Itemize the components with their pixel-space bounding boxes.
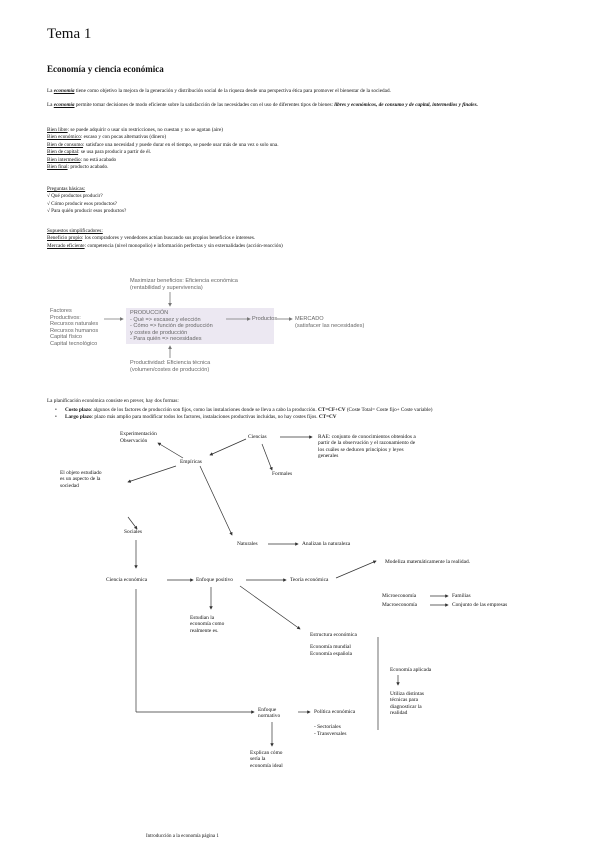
- intro-paragraph-1: La economía tiene como objetivo la mejora de la generación y distribución social de la riqueza desde una perspectiva ética para promover el bienestar de la sociedad.: [47, 88, 391, 94]
- node-enfoque-positivo: Enfoque positivo: [196, 577, 233, 583]
- node-microeconomia: Microeconomía: [382, 593, 417, 599]
- page-title: Tema 1: [47, 26, 92, 42]
- question-item: √ Cómo producir esos productos?: [47, 200, 117, 207]
- node-teoria-economica: Teoría económica: [290, 577, 329, 583]
- node-observacion: Observación: [120, 438, 148, 444]
- goods-item: Bien económico: escaso y con pocas alternativas (dinero): [47, 134, 167, 141]
- node-ciencias: Ciencias: [248, 434, 267, 440]
- node-formales: Formales: [272, 471, 293, 477]
- goods-list: [47, 127, 279, 171]
- node-estudian: Estudian la economía como realmente es.: [190, 615, 225, 634]
- goods-item: Bien de capital: se usa para producir a partir de él.: [47, 149, 152, 156]
- productivity: Productividad: Eficiencia técnica (volumen/costes de producción): [130, 360, 211, 373]
- production-box: PRODUCCIÓN - Qué => escasez y elección - Cómo => función de producción y costes de producción - Para quién => necesidades: [130, 310, 213, 343]
- intro-paragraph-2: La economía permite tomar decisiones de modo eficiente sobre la satisfacción de las necesidades con el uso de diferentes tipos de bienes: libres y económicos, de consumo y de capital, intermedios y finales.: [47, 102, 478, 108]
- node-modeliza: Modeliza matemáticamente la realidad.: [385, 559, 471, 565]
- goods-item: Bien de consumo: satisface una necesidad y puede durar en el tiempo, se puede usar más de una vez o solo una.: [47, 141, 279, 148]
- goods-item: Bien final: producto acabado.: [47, 164, 109, 171]
- assumptions-heading: Supuestos simplificadores:: [47, 228, 103, 234]
- node-rae: RAE: conjunto de conocimientos obtenidos a partir de la observación y el razonamiento de los cuáles se deducen principios y leyes generales: [318, 434, 416, 460]
- node-empiricas: Empíricas: [180, 459, 202, 465]
- node-utiliza: Utiliza distintas técnicas para diagnosticar la realidad: [390, 691, 424, 717]
- node-politica-economica: Política económica: [314, 709, 356, 715]
- assumptions: [47, 228, 283, 250]
- node-economia-espanola: Economía española: [310, 651, 353, 657]
- node-enfoque-normativo: Enfoque normativo: [258, 707, 281, 720]
- maximize-benefits: Maximizar beneficios: Eficiencia económica (rentabilidad y supervivencia): [130, 278, 238, 291]
- section-title: Economía y ciencia económica: [47, 64, 164, 74]
- node-estructura-economica: Estructura económica: [310, 632, 357, 638]
- node-analizan-naturaleza: Analizan la naturaleza: [302, 541, 351, 547]
- factors-list: Factores Productivos: Recursos naturales Recursos humanos Capital físico Capital tecnológico: [50, 308, 99, 347]
- assumption-item: Mercado eficiente: competencia (nivel monopolio) e información perfectas y sin externalidades (acción-reacción): [47, 242, 283, 249]
- planning-list: [55, 407, 595, 422]
- node-sectoriales: - Sectoriales: [314, 724, 341, 730]
- planning-item: • Largo plazo: plazo más amplio para modificar todos los factores, instalaciones productivas incluidas, no hay costes fijos. CT=CV: [55, 414, 595, 421]
- node-sociales: Sociales: [124, 529, 142, 535]
- node-objeto-estudiado: El objeto estudiado es un aspecto de la sociedad: [60, 470, 102, 489]
- assumption-item: Beneficio propio: los compradores y vendedores actúan buscando sus propios beneficios e intereses.: [47, 235, 256, 242]
- planning-item: • Costo plazo: algunos de los factores de producción son fijos, como las instalaciones donde se lleva a cabo la producción. CT=CF+CV (Coste Total= Coste fijo+ Coste variable): [55, 407, 595, 414]
- node-naturales: Naturales: [237, 541, 258, 547]
- question-item: √ Qué productos producir?: [47, 193, 103, 200]
- node-conjunto-empresas: Conjunto de las empresas: [452, 602, 508, 608]
- node-economia-aplicada: Economía aplicada: [390, 667, 432, 673]
- concept-map: [0, 425, 600, 785]
- questions-heading: Preguntas básicas:: [47, 186, 86, 192]
- node-explican: Explican cómo sería la economía ideal: [250, 750, 283, 769]
- node-transversales: - Transversales: [314, 731, 347, 737]
- node-familias: Familias: [452, 593, 471, 599]
- basic-questions: [47, 186, 126, 216]
- market-label: MERCADO (satisfacer las necesidades): [295, 316, 365, 329]
- planning-intro: La planificación económica consiste en prever, hay dos formas:: [47, 398, 179, 404]
- goods-item: Bien libre: se puede adquirir o usar sin restricciones, no cuestan y no se agotan (aire): [47, 127, 224, 133]
- production-diagram: [50, 276, 410, 372]
- node-macroeconomia: Macroeconomía: [382, 602, 418, 608]
- goods-item: Bien intermedio: no está acabado: [47, 156, 117, 163]
- question-item: √ Para quién producir esos productos?: [47, 208, 127, 215]
- node-economia-mundial: Economía mundial: [310, 644, 351, 650]
- page-footer: Introducción a la economía página 1: [146, 834, 219, 839]
- node-ciencia-economica: Ciencia económica: [106, 577, 148, 583]
- node-experimentacion: Experimentación: [120, 431, 157, 437]
- products-label: Productos: [252, 316, 278, 322]
